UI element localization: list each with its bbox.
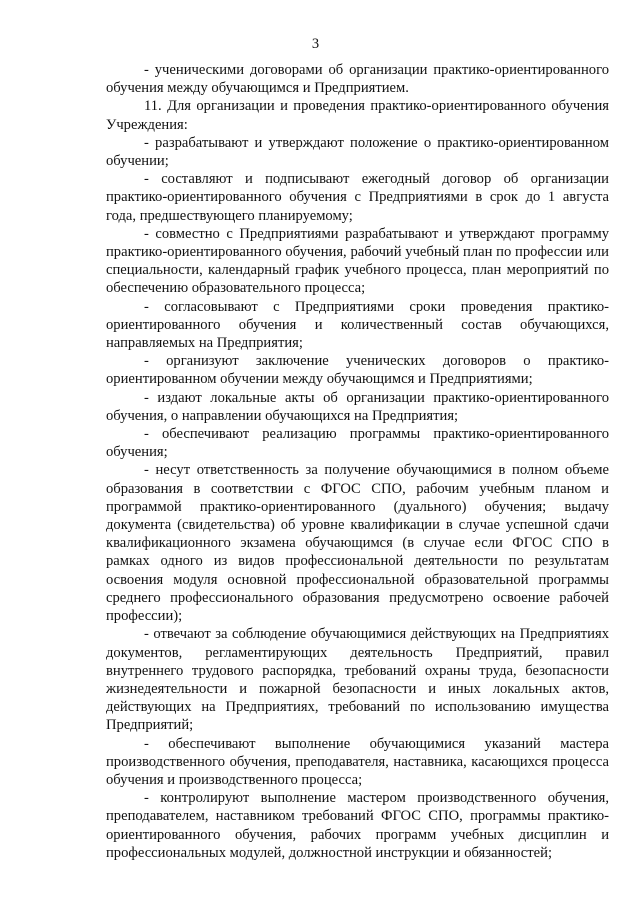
paragraph-terms: - согласовывают с Предприятиями сроки проведения практико-ориентированного обучения и количественный состав обучающихся, направляемых на Предприятия; <box>106 298 609 352</box>
paragraph-contracts: - ученическими договорами об организации практико-ориентированного обучения между обучающимся и Предприятием. <box>106 62 609 97</box>
document-body <box>106 61 609 862</box>
paragraph-implementation: - обеспечивают реализацию программы практико-ориентированного обучения; <box>106 426 609 461</box>
paragraph-annual-contract: - составляют и подписывают ежегодный договор об организации практико-ориентированного обучения с Предприятиями в срок до 1 августа года, предшествующего планируемому; <box>106 171 609 224</box>
paragraph-program: - совместно с Предприятиями разрабатывают и утверждают программу практико-ориентированного обучения, рабочий учебный план по профессии или специальности, календарный график учебного процесса, план мероприятий по обеспечению образовательного процесса; <box>106 225 609 297</box>
paragraph-compliance: - отвечают за соблюдение обучающимися действующих на Предприятиях документов, регламентирующих деятельность Предприятий, правил внутреннего трудового распорядка, требований охраны труда, безопасности жизнедеятельности и пожарной безопасности и иных локальных актов, действующих на Предприятиях, требований по использованию имущества Предприятий; <box>106 626 609 734</box>
paragraph-responsibility: - несут ответственность за получение обучающимися в полном объеме образования в соответствии с ФГОС СПО, рабочим учебным планом и программой практико-ориентированного (дуального) обучения; выдачу документа (свидетельства) об уровне квалификации в случае успешной сдачи квалификационного экзамена обучающимся (в случае если ФГОС СПО в рамках одного из видов профессиональной деятельности по результатам освоения модуля основной профессиональной образовательной программы среднего профессионального образования предусмотрено освоение рабочей профессии); <box>106 462 609 625</box>
paragraph-student-contracts: - организуют заключение ученических договоров о практико-ориентированном обучении между обучающимся и Предприятиями; <box>106 353 609 388</box>
paragraph-local-acts: - издают локальные акты об организации практико-ориентированного обучения, о направлении обучающихся на Предприятия; <box>106 389 609 424</box>
page-number: 3 <box>311 36 320 52</box>
paragraph-section-11: 11. Для организации и проведения практико-ориентированного обучения Учреждения: <box>106 98 609 133</box>
paragraph-control: - контролируют выполнение мастером производственного обучения, преподавателем, наставником требований ФГОС СПО, программы практико-ориентированного обучения, рабочих программ учебных дисциплин и профессиональных модулей, должностной инструкции и обязанностей; <box>106 790 609 861</box>
paragraph-regulation: - разрабатывают и утверждают положение о практико-ориентированном обучении; <box>106 134 609 170</box>
paragraph-instructions: - обеспечивают выполнение обучающимися указаний мастера производственного обучения, преподавателя, наставника, касающихся процесса обучения и производственного процесса; <box>106 735 609 788</box>
